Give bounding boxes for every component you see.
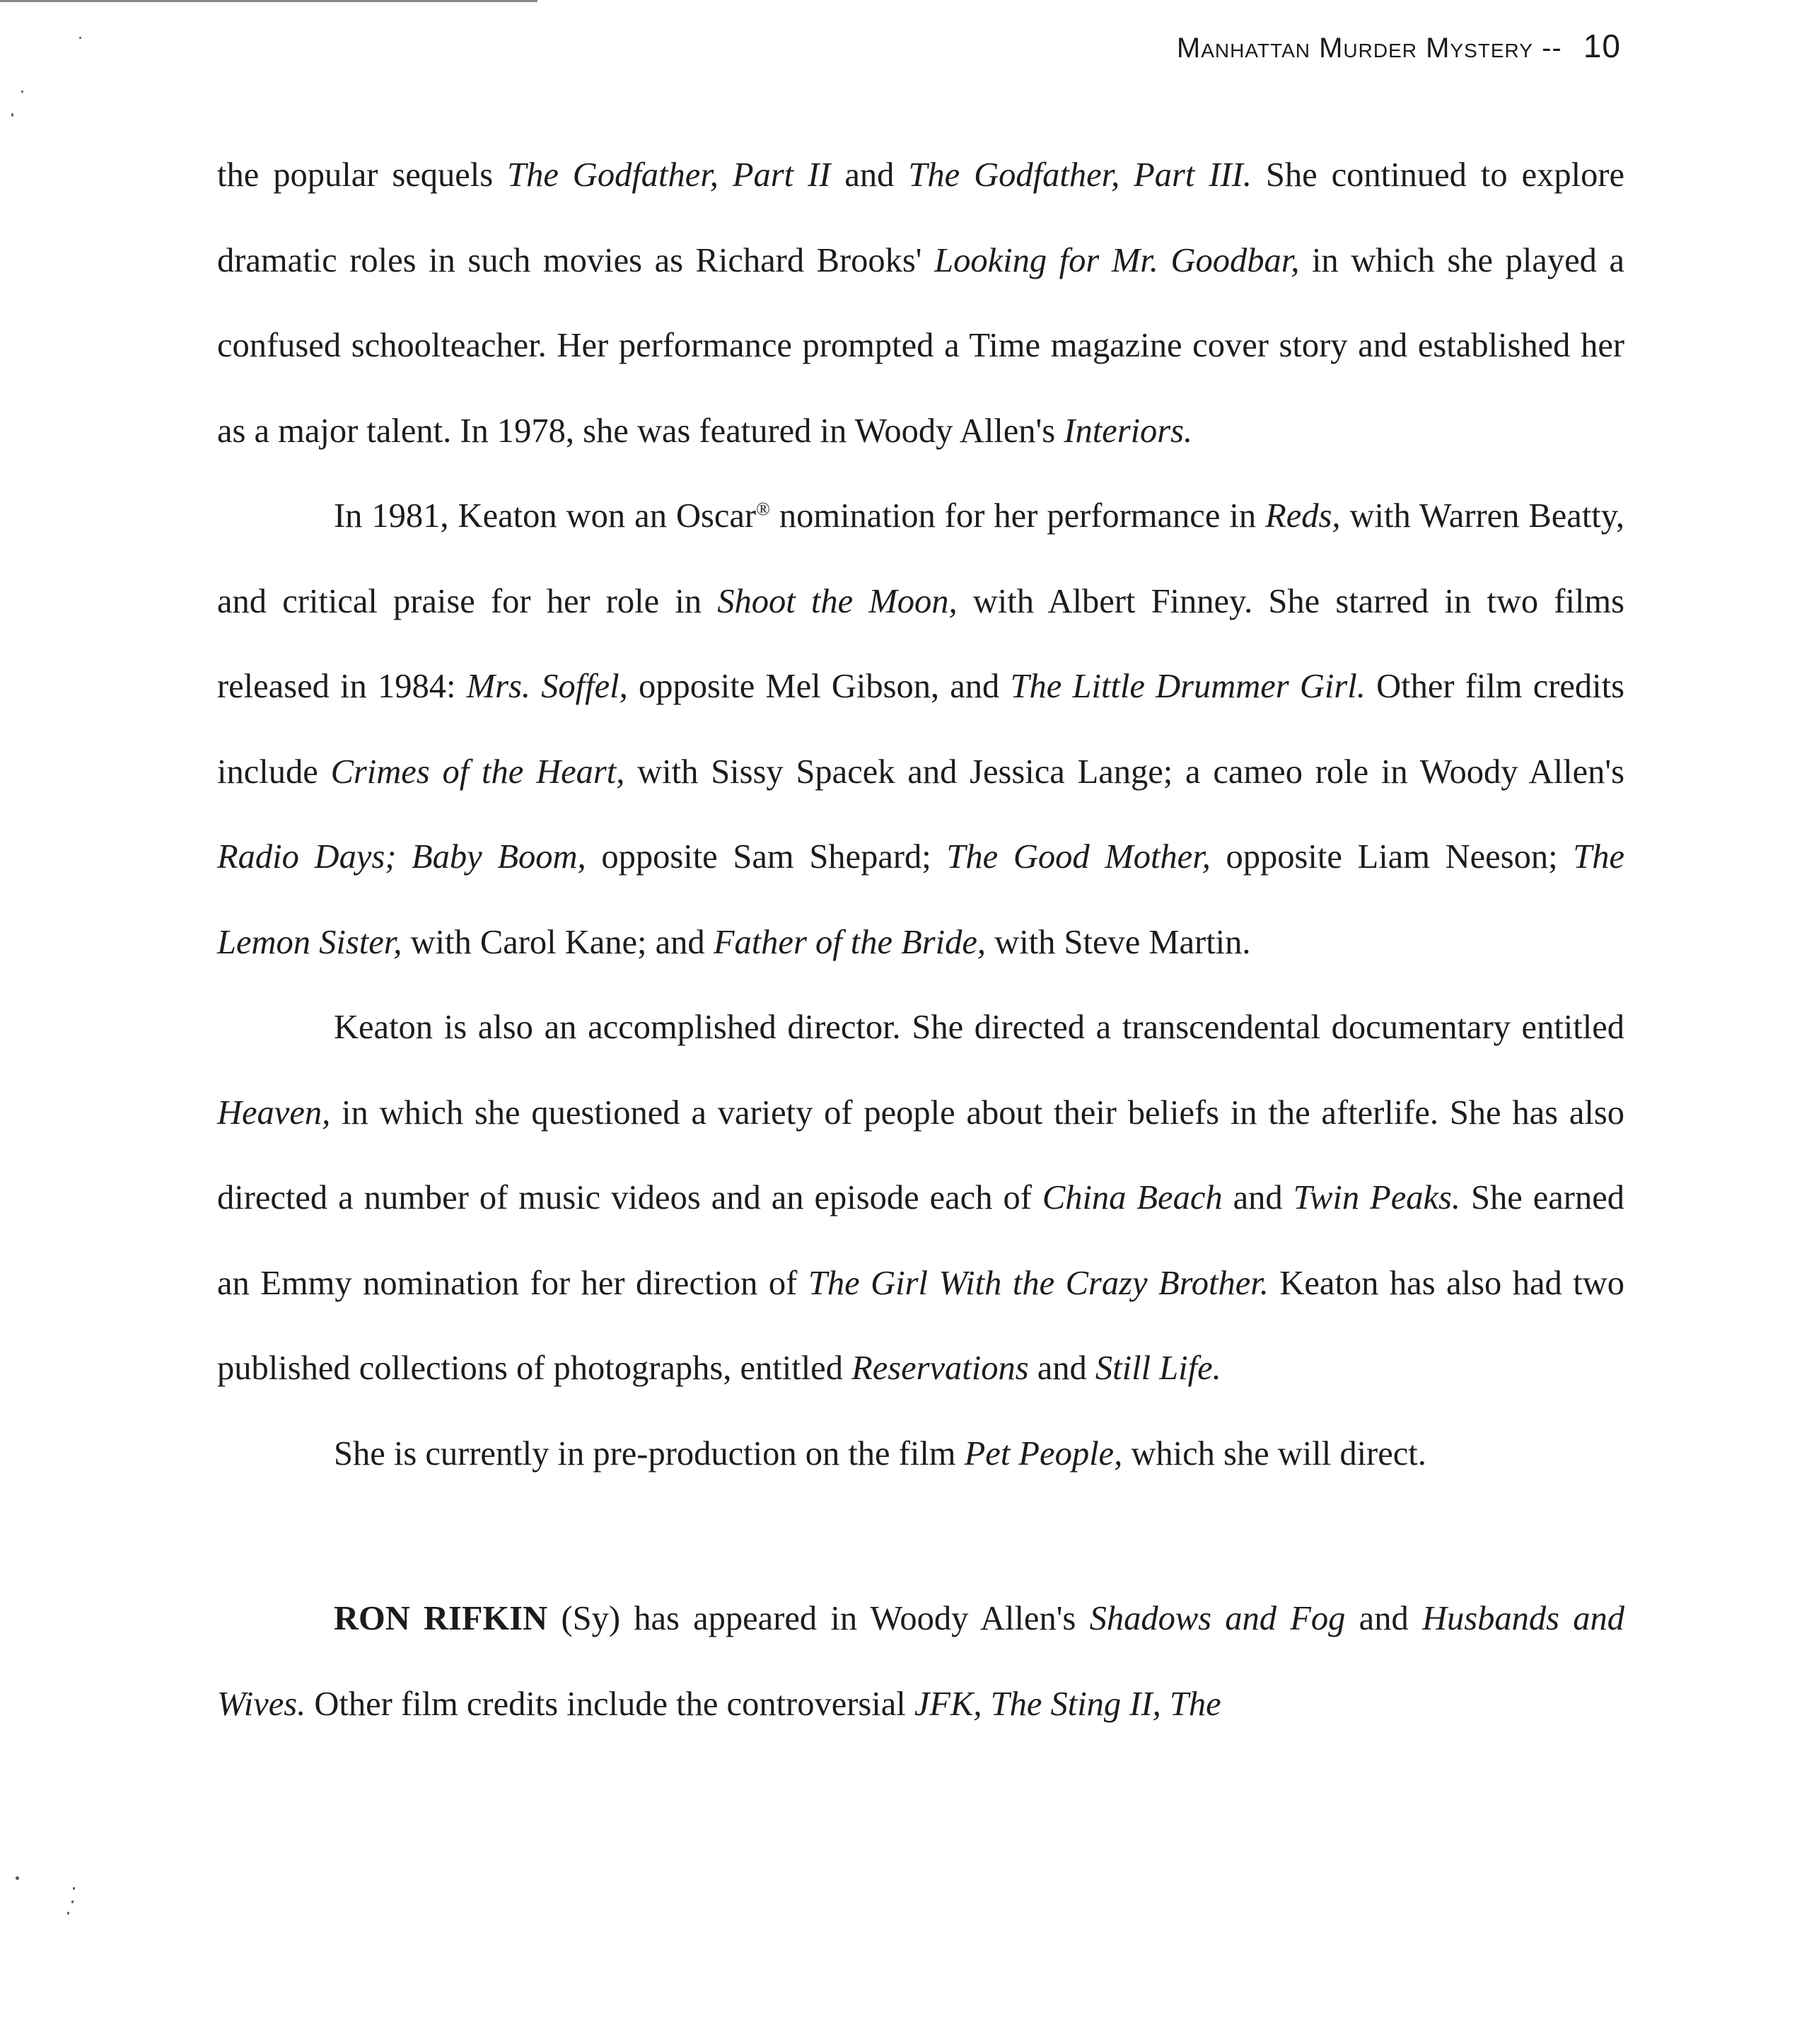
film-title: Father of the Bride, xyxy=(713,923,987,961)
film-title: Shoot the Moon, xyxy=(717,582,958,620)
text-run: nomination for her performance in xyxy=(769,497,1266,535)
scan-speck xyxy=(21,91,23,93)
text-run: and xyxy=(830,156,909,194)
paragraph-ron-rifkin xyxy=(217,1576,1624,1747)
text-run: She is currently in pre-production on the film xyxy=(334,1434,965,1473)
text-run: with Sissy Spacek and Jessica Lange; a cameo role in Woody Allen's xyxy=(624,753,1624,791)
text-run: (Sy) has appeared in Woody Allen's xyxy=(547,1600,1090,1637)
text-run: with Warren Beatty, and critical praise for her role in xyxy=(217,497,1624,620)
film-title: Interiors. xyxy=(1064,412,1193,450)
film-title: The Little Drummer Girl. xyxy=(1010,668,1366,705)
film-title: Husbands and Wives. xyxy=(217,1600,1624,1723)
paragraph-keaton-director xyxy=(217,985,1624,1412)
text-run: and xyxy=(1222,1179,1293,1216)
text-run: opposite Mel Gibson, and xyxy=(627,668,1011,705)
text-run: the popular sequels xyxy=(217,156,508,194)
text-run: which she will direct. xyxy=(1122,1434,1426,1473)
film-title: Shadows and Fog xyxy=(1089,1600,1346,1637)
film-title: The Lemon Sister, xyxy=(217,838,1624,961)
text-run: She earned an Emmy nomination for her direction of xyxy=(217,1179,1624,1302)
text-run: Keaton has also had two published collections of photographs, entitled xyxy=(217,1264,1624,1387)
header-title: Manhattan Murder Mystery xyxy=(1176,33,1533,64)
film-title: Heaven, xyxy=(217,1093,331,1132)
film-title: Looking for Mr. Goodbar, xyxy=(934,241,1300,279)
film-title: The Girl With the Crazy Brother. xyxy=(808,1264,1269,1302)
film-title: The Godfather, Part III. xyxy=(908,156,1252,194)
book-title: Still Life. xyxy=(1095,1349,1221,1387)
cast-name: RON RIFKIN xyxy=(334,1600,548,1637)
scan-edge-rule xyxy=(0,0,537,2)
body-text xyxy=(217,133,1624,1747)
text-run: and xyxy=(1028,1349,1095,1387)
text-run: with Albert Finney. She starred in two films released in 1984: xyxy=(217,582,1624,705)
text-run: Other film credits include xyxy=(217,668,1624,791)
film-title: Pet People, xyxy=(964,1434,1123,1473)
film-title: JFK, The Sting II, The xyxy=(914,1685,1221,1723)
text-run: in which she questioned a variety of people about their beliefs in the afterlife. She has also directed a number of music videos and an episode each of xyxy=(217,1093,1624,1216)
film-title: Reds, xyxy=(1265,497,1341,535)
page-number: 10 xyxy=(1583,28,1621,64)
registered-mark: ® xyxy=(756,498,770,519)
text-run: with Carol Kane; and xyxy=(402,923,714,961)
film-title: The Godfather, Part II xyxy=(507,156,831,194)
scan-speck xyxy=(79,37,81,39)
paragraph-keaton-current xyxy=(217,1412,1624,1497)
scan-speck xyxy=(11,113,13,117)
film-title: The Good Mother, xyxy=(946,838,1211,876)
text-run: opposite Sam Shepard; xyxy=(586,838,947,876)
running-header xyxy=(1177,27,1621,65)
header-separator: -- xyxy=(1542,33,1562,64)
show-title: China Beach xyxy=(1042,1179,1223,1216)
text-run: She continued to explore dramatic roles in such movies as Richard Brooks' xyxy=(217,156,1624,279)
scan-speck xyxy=(16,1876,19,1880)
paragraph-keaton-oscar xyxy=(217,474,1624,985)
scan-speck xyxy=(73,1887,75,1890)
paragraph-keaton-continued xyxy=(217,133,1624,474)
scan-speck xyxy=(71,1900,74,1903)
film-title: Mrs. Soffel, xyxy=(466,668,628,705)
show-title: Twin Peaks. xyxy=(1293,1179,1460,1216)
text-run: Other film credits include the controversial xyxy=(306,1685,914,1723)
text-run: and xyxy=(1345,1600,1422,1637)
text-run: Keaton is also an accomplished director. She directed a transcendental documentary entitled xyxy=(334,1009,1624,1046)
film-title: Crimes of the Heart, xyxy=(330,753,625,791)
book-title: Reservations xyxy=(851,1349,1029,1387)
scan-speck xyxy=(67,1912,69,1915)
text-run: opposite Liam Neeson; xyxy=(1210,838,1574,876)
text-run: In 1981, Keaton won an Oscar xyxy=(334,497,757,535)
text-run: in which she played a confused schoolteacher. Her performance prompted a Time magazine cover story and established her as a major talent. In 1978, she was featured in Woody Allen's xyxy=(217,241,1624,450)
film-title: Radio Days; Baby Boom, xyxy=(217,838,586,876)
text-run: with Steve Martin. xyxy=(986,923,1251,961)
